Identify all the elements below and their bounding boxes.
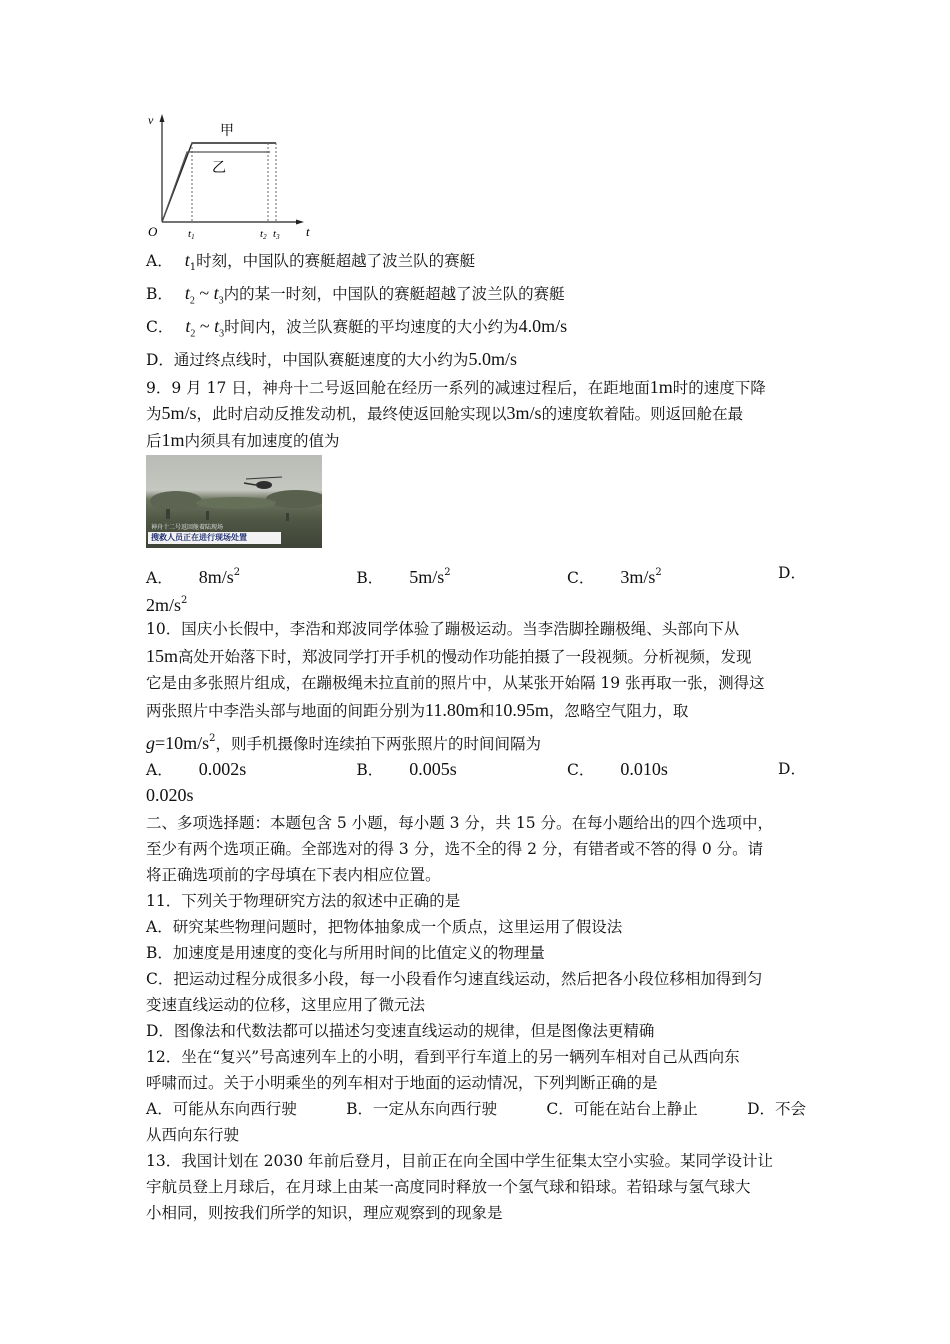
q9-option-d: D． [778,564,806,582]
v-axis-label: v [148,113,154,127]
landing-photo [146,455,322,548]
q11-option-b: B．加速度是用速度的变化与所用时间的比值定义的物理量 [146,944,545,962]
q10-stem-line1: 10．国庆小长假中，李浩和郑波同学体验了蹦极运动。当李浩脚拴蹦极绳、头部向下从 [146,620,740,638]
q11-option-a: A．研究某些物理问题时，把物体抽象成一个质点，这里运用了假设法 [146,918,623,936]
q10-stem-line5: $g=10m/s^2$，则手机摄像时连续拍下两张照片的时间间隔为 [146,733,542,753]
q12-option-b: B．一定从东向西行驶 [346,1100,497,1118]
q8-option-a: A． $t_1$时刻，中国队的赛艇超越了波兰队的赛艇 [146,250,476,274]
q11-option-c-line2: 变速直线运动的位移，这里应用了微元法 [146,996,426,1014]
helicopter-icon [244,477,282,489]
q12-stem-line1: 12．坐在“复兴”号高速列车上的小明，看到平行车道上的另一辆列车相对自己从西向东 [146,1048,740,1066]
q9-stem-line2: 为5m/s，此时启动反推发动机，最终使返回舱实现以3m/s的速度软着陆。则返回舱在最 [146,403,744,423]
q10-option-b: B． 0.005s [356,759,457,779]
q9-option-a: A． $8m/s^2$ [146,567,241,587]
q8-option-b: B． $t_2$ ~ $t_3$内的某一时刻，中国队的赛艇超越了波兰队的赛艇 [146,283,565,307]
q9-option-d-wrap: $2m/s^2$ [146,595,188,615]
q10-stem-line2: 15m高处开始落下时，郑波同学打开手机的慢动作功能拍摄了一段视频。分析视频，发现 [146,646,752,666]
q9-options [146,562,806,589]
q12-option-c: C．可能在站台上静止 [546,1100,698,1118]
jia-line [162,143,276,222]
q13-stem-line3: 小相同，则按我们所学的知识，理应观察到的现象是 [146,1204,503,1222]
q10-option-a: A． 0.002s [146,759,247,779]
q10-stem-line4: 两张照片中李浩头部与地面的间距分别为11.80m和10.95m，忽略空气阻力，取 [146,700,689,720]
t-axis-label: t [306,224,310,239]
jia-label: 甲 [220,123,234,139]
q13-stem-line2: 宇航员登上月球后，在月球上由某一高度同时释放一个氢气球和铅球。若铅球与氢气球大 [146,1178,751,1196]
q10-option-d: D． [778,760,806,778]
v-axis-arrow [160,114,165,122]
q11-option-d: D．图像法和代数法都可以描述匀变速直线运动的规律，但是图像法更精确 [146,1022,655,1040]
t2-tick: t2 [260,228,267,241]
q10-option-c: C． 0.010s [566,759,668,779]
origin-label: O [148,224,158,239]
q11-option-c-line1: C．把运动过程分成很多小段，每一小段看作匀速直线运动，然后把各小段位移相加得到匀 [146,970,763,988]
q11-stem: 11．下列关于物理研究方法的叙述中正确的是 [146,892,461,910]
q12-option-a: A．可能从东向西行驶 [146,1100,297,1118]
section2-intro-line2: 至少有两个选项正确。全部选对的得 3 分，选不全的得 2 分，有错者或不答的得 0 分。请 [146,840,764,858]
vt-graph [140,110,320,245]
section2-intro-line3: 将正确选项前的字母填在下表内相应位置。 [146,866,441,884]
q9-stem-line3: 后1m内须具有加速度的值为 [146,430,340,450]
q10-option-d-wrap: 0.020s [146,785,194,805]
q12-option-d-wrap: 从西向东行驶 [146,1126,240,1144]
q10-options [146,758,806,781]
q9-stem-line1: 9．9 月 17 日，神舟十二号返回舱在经历一系列的减速过程后，在距地面1m时的速度下降 [146,377,766,397]
photo-caption-bar: 搜救人员正在进行现场处置 [148,532,281,544]
q9-option-b: B． $5m/s^2$ [356,567,451,587]
q12-option-d: D．不会 [747,1100,806,1118]
q9-option-c: C． $3m/s^2$ [566,567,662,587]
q12-stem-line2: 呼啸而过。关于小明乘坐的列车相对于地面的运动情况，下列判断正确的是 [146,1074,658,1092]
q8-option-d: D．通过终点线时，中国队赛艇速度的大小约为5.0m/s [146,349,517,369]
q8-option-c: C． $t_2$ ~ $t_3$时间内，波兰队赛艇的平均速度的大小约为4.0m/s [146,316,568,340]
section2-intro-line1: 二、多项选择题：本题包含 5 小题，每小题 3 分，共 15 分。在每小题给出的四个选项中， [146,814,774,832]
t-axis-arrow [296,220,304,225]
q13-stem-line1: 13．我国计划在 2030 年前后登月，目前正在向全国中学生征集太空小实验。某同学设计让 [146,1152,774,1170]
photo-caption-top: 神舟十二号返回舱着陆现场 [151,524,224,531]
t1-tick: t1 [188,228,195,241]
t3-tick: t3 [273,228,280,241]
yi-label: 乙 [212,160,226,176]
q12-options [146,1098,806,1120]
q10-stem-line3: 它是由多张照片组成，在蹦极绳未拉直前的照片中，从某张开始隔 19 张再取一张，测得这 [146,674,765,692]
